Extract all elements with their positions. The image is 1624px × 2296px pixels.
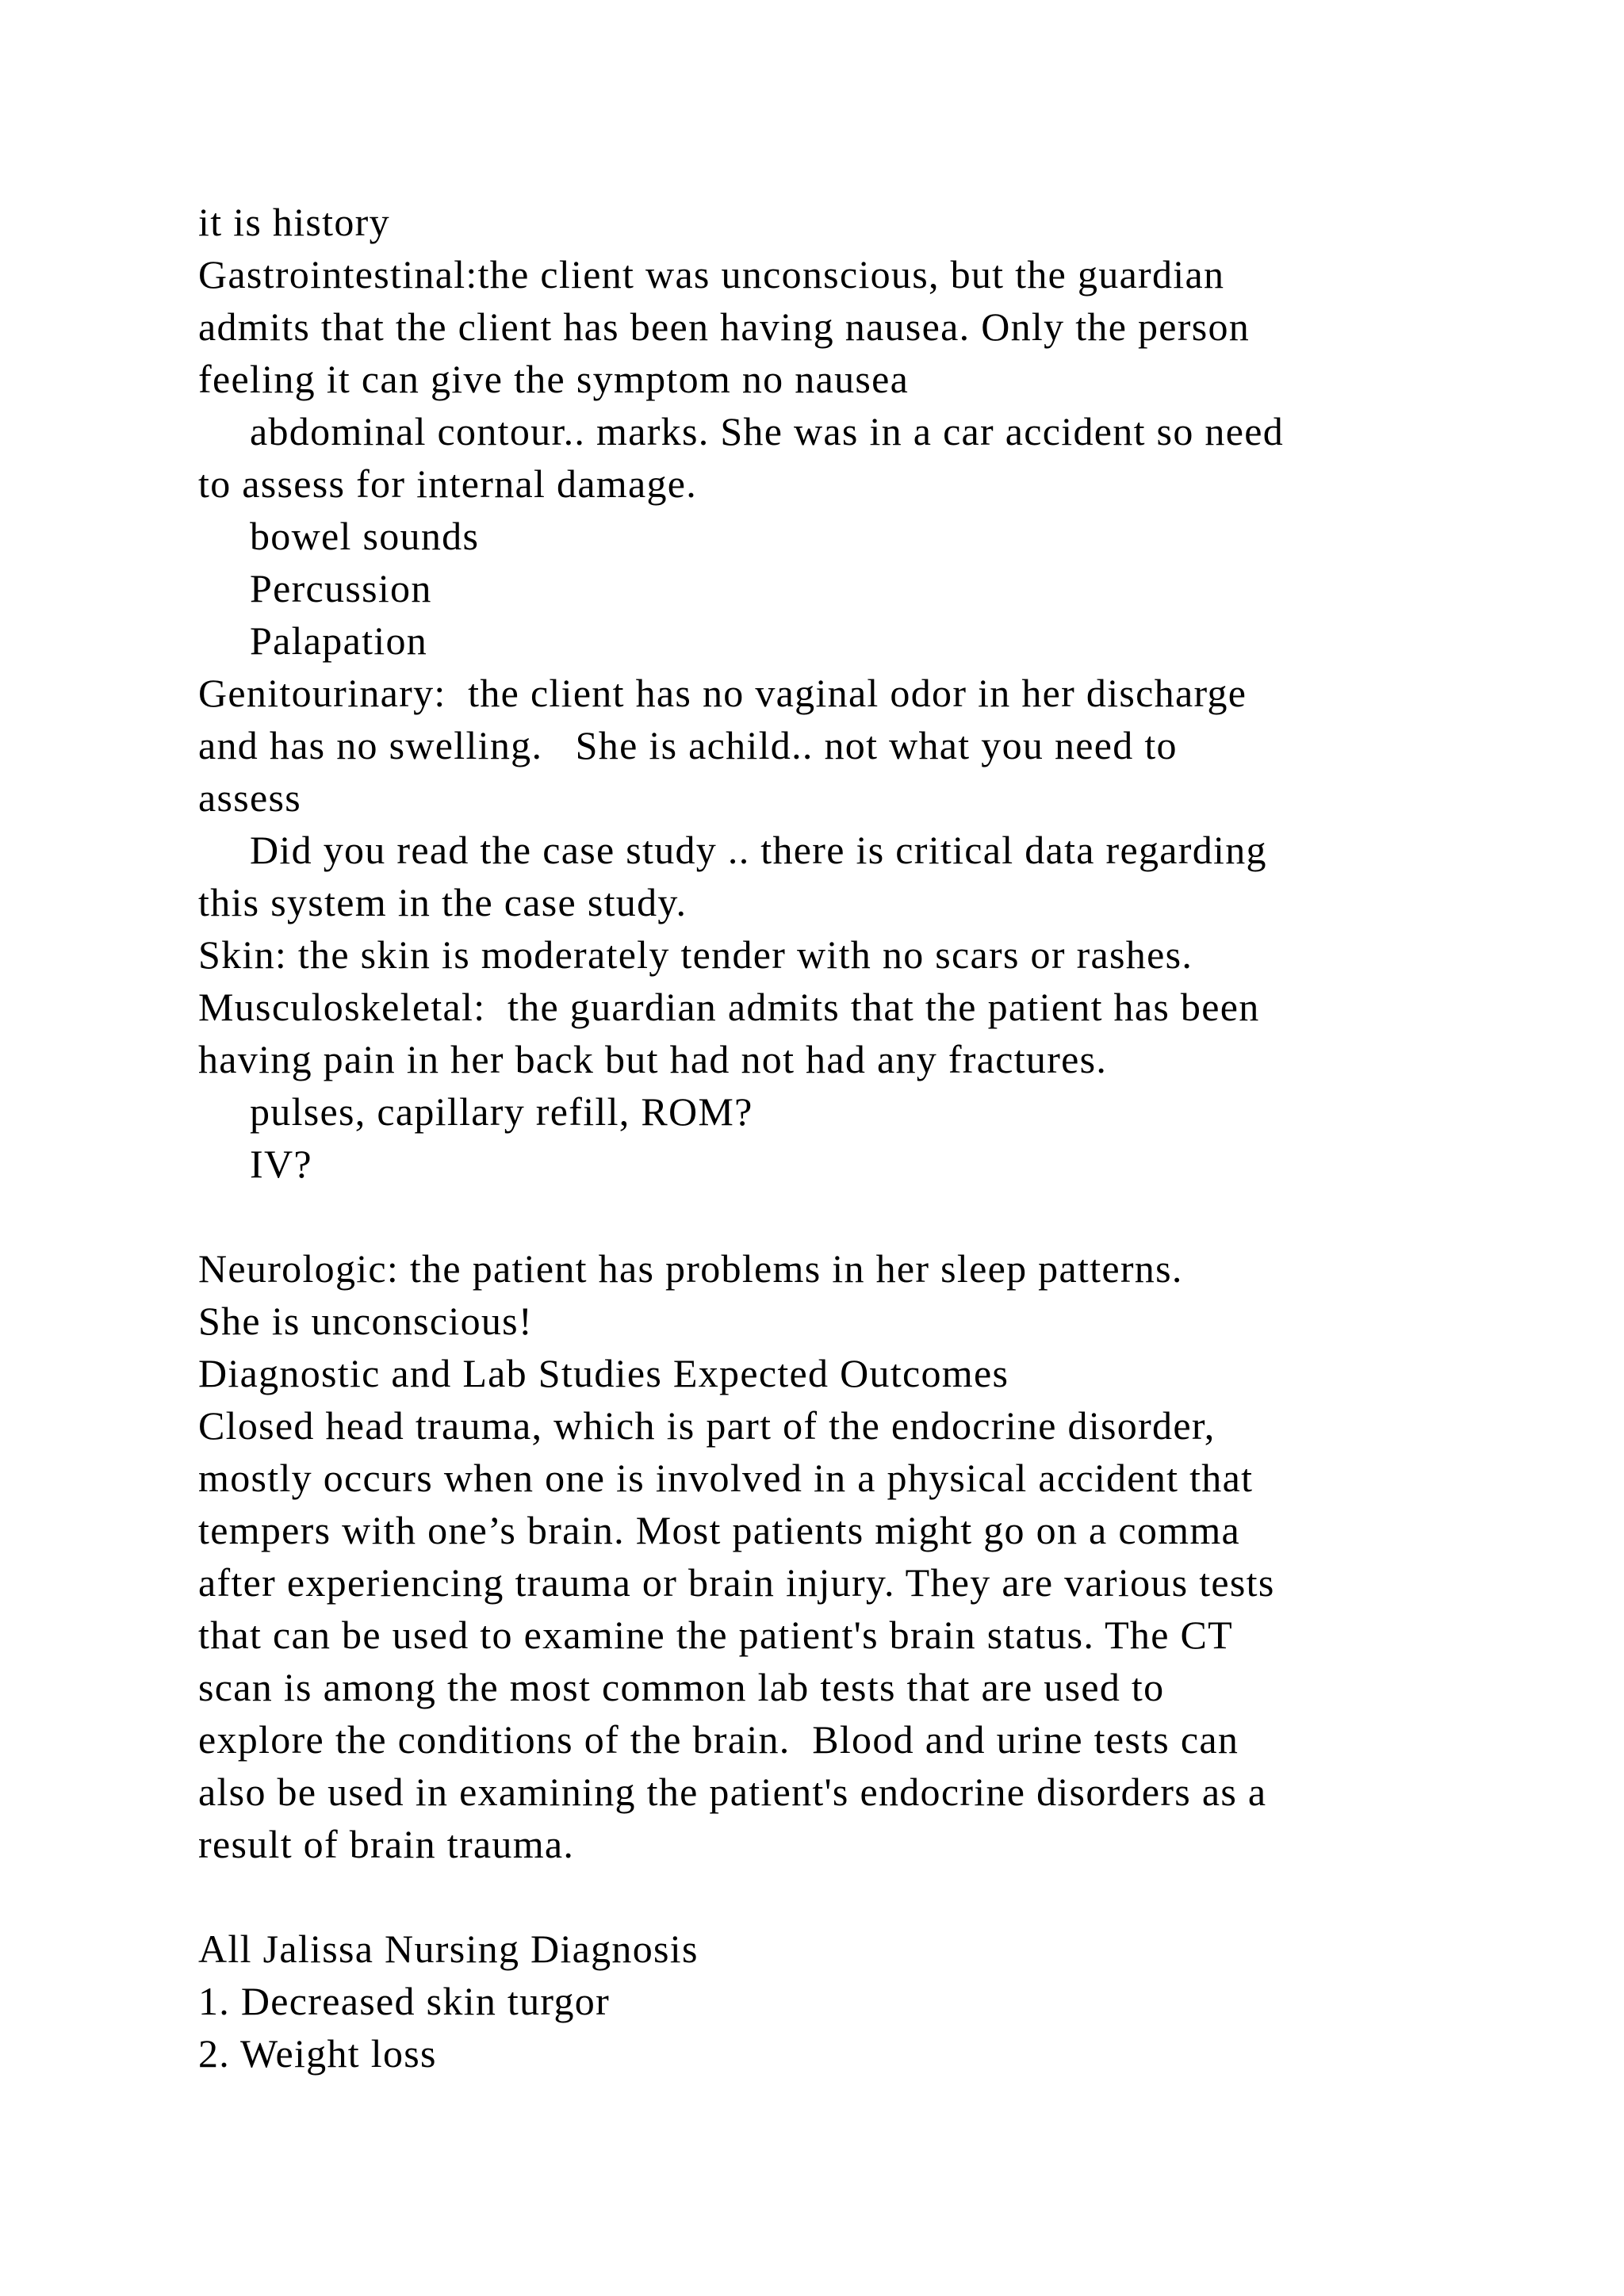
text-line: having pain in her back but had not had any fractures. [198,1037,1108,1081]
text-line: tempers with one’s brain. Most patients might go on a comma [198,1508,1241,1552]
text-line: abdominal contour.. marks. She was in a car accident so need [250,409,1285,453]
section-heading: All Jalissa Nursing Diagnosis [198,1927,699,1971]
text-line: also be used in examining the patient's endocrine disorders as a [198,1770,1267,1814]
text-line: assess [198,775,302,820]
text-line: IV? [250,1142,312,1186]
text-line: Gastrointestinal:the client was unconscious, but the guardian [198,252,1225,297]
text-line: feeling it can give the symptom no nausea [198,357,910,401]
text-line: that can be used to examine the patient's brain status. The CT [198,1613,1234,1657]
list-item: 2. Weight loss [198,2031,437,2076]
text-line: explore the conditions of the brain. Blood and urine tests can [198,1717,1239,1762]
text-line: Neurologic: the patient has problems in her sleep patterns. [198,1246,1183,1291]
text-line: after experiencing trauma or brain injury. They are various tests [198,1560,1275,1605]
text-line: pulses, capillary refill, ROM? [250,1089,753,1134]
text-line: it is history [198,200,390,244]
text-line: Musculoskeletal: the guardian admits that the patient has been [198,985,1260,1029]
text-line: result of brain trauma. [198,1822,575,1866]
section-heading: Diagnostic and Lab Studies Expected Outcomes [198,1351,1009,1395]
document-body [198,196,1515,2080]
text-line: to assess for internal damage. [198,461,698,506]
text-line: admits that the client has been having nausea. Only the person [198,304,1251,349]
text-line: Percussion [250,566,432,610]
blank-line [198,1870,1515,1923]
text-line: Skin: the skin is moderately tender with no scars or rashes. [198,932,1193,977]
text-line: and has no swelling. She is achild.. not what you need to [198,723,1178,767]
text-line: mostly occurs when one is involved in a physical accident that [198,1456,1254,1500]
list-item: 1. Decreased skin turgor [198,1979,611,2023]
text-line: Genitourinary: the client has no vaginal odor in her discharge [198,671,1247,715]
text-line: scan is among the most common lab tests that are used to [198,1665,1165,1709]
text-line: this system in the case study. [198,880,688,924]
text-line: Closed head trauma, which is part of the endocrine disorder, [198,1403,1216,1448]
blank-line [198,1190,1515,1242]
text-line: Did you read the case study .. there is critical data regarding [250,828,1267,872]
text-line: bowel sounds [250,514,480,558]
text-line: She is unconscious! [198,1299,533,1343]
text-line: Palapation [250,618,428,663]
